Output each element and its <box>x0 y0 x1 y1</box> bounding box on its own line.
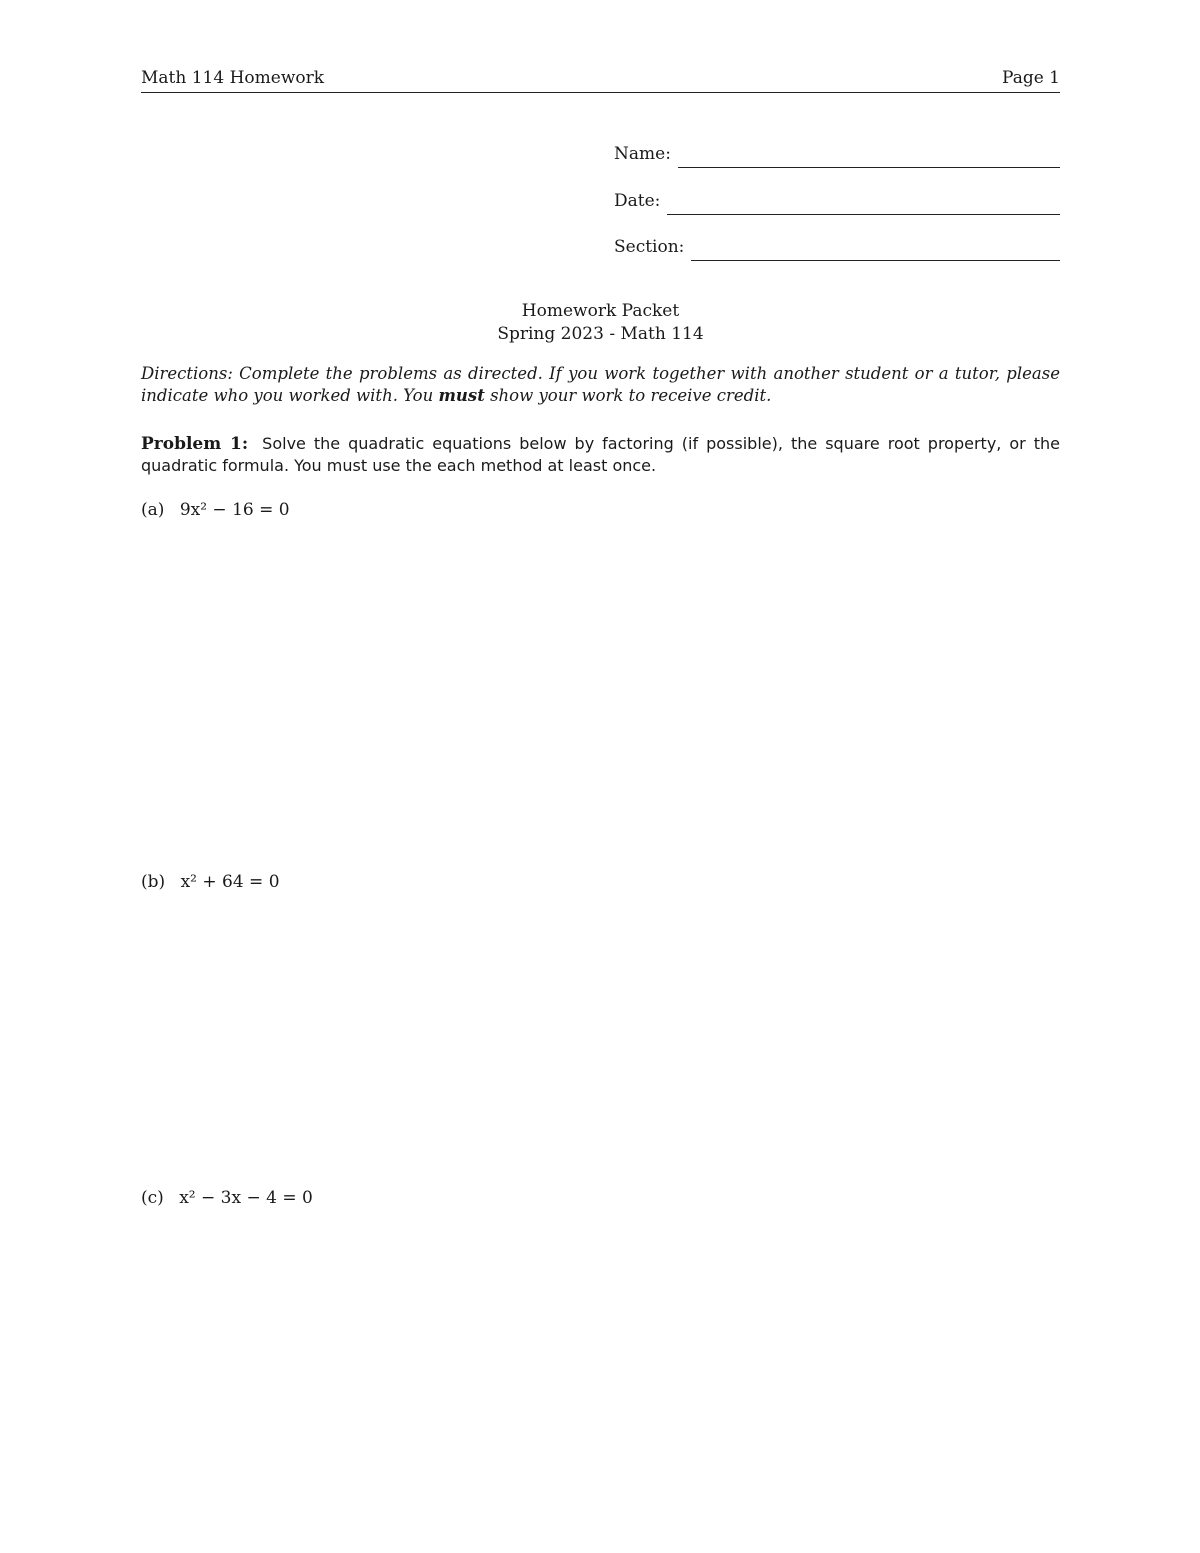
document-title <box>141 300 1060 346</box>
part-b-equation: x² + 64 = 0 <box>180 872 280 892</box>
section-blank-line[interactable] <box>691 260 1060 261</box>
part-c-equation: x² − 3x − 4 = 0 <box>179 1188 313 1208</box>
problem-part-a <box>141 500 290 520</box>
part-a-label: (a) <box>141 500 165 520</box>
name-blank-line[interactable] <box>678 167 1060 168</box>
name-field[interactable] <box>614 142 1060 170</box>
section-field[interactable] <box>614 235 1060 263</box>
name-field-label: Name: <box>614 144 671 164</box>
part-a-equation: 9x² − 16 = 0 <box>179 500 290 520</box>
title-line-1: Homework Packet <box>521 301 680 321</box>
section-field-label: Section: <box>614 237 685 257</box>
title-line-2: Spring 2023 - Math 114 <box>497 324 704 344</box>
date-field[interactable] <box>614 189 1060 217</box>
problem-1-text: Solve the quadratic equations below by factoring (if possible), the square root property, or the quadratic formula. You must use the each method at least once. <box>141 434 1061 475</box>
directions-text-1: Directions: Complete the problems as directed. If you work together with another student or a tutor, please indicate who you worked with. You <box>141 364 1060 405</box>
part-c-label: (c) <box>141 1188 164 1208</box>
problem-part-c <box>141 1188 313 1208</box>
directions-emphasis: must <box>438 386 485 405</box>
date-blank-line[interactable] <box>667 214 1060 215</box>
header-page-number: Page 1 <box>1002 68 1060 88</box>
problem-part-b <box>141 872 280 892</box>
header-course-title: Math 114 Homework <box>141 68 325 88</box>
problem-1-title: Problem 1: <box>141 434 249 454</box>
directions-paragraph <box>141 363 1060 407</box>
problem-1-statement <box>141 433 1060 477</box>
directions-text-2: show your work to receive credit. <box>484 386 772 405</box>
date-field-label: Date: <box>614 191 661 211</box>
part-b-label: (b) <box>141 872 166 892</box>
page-header <box>141 66 1060 93</box>
